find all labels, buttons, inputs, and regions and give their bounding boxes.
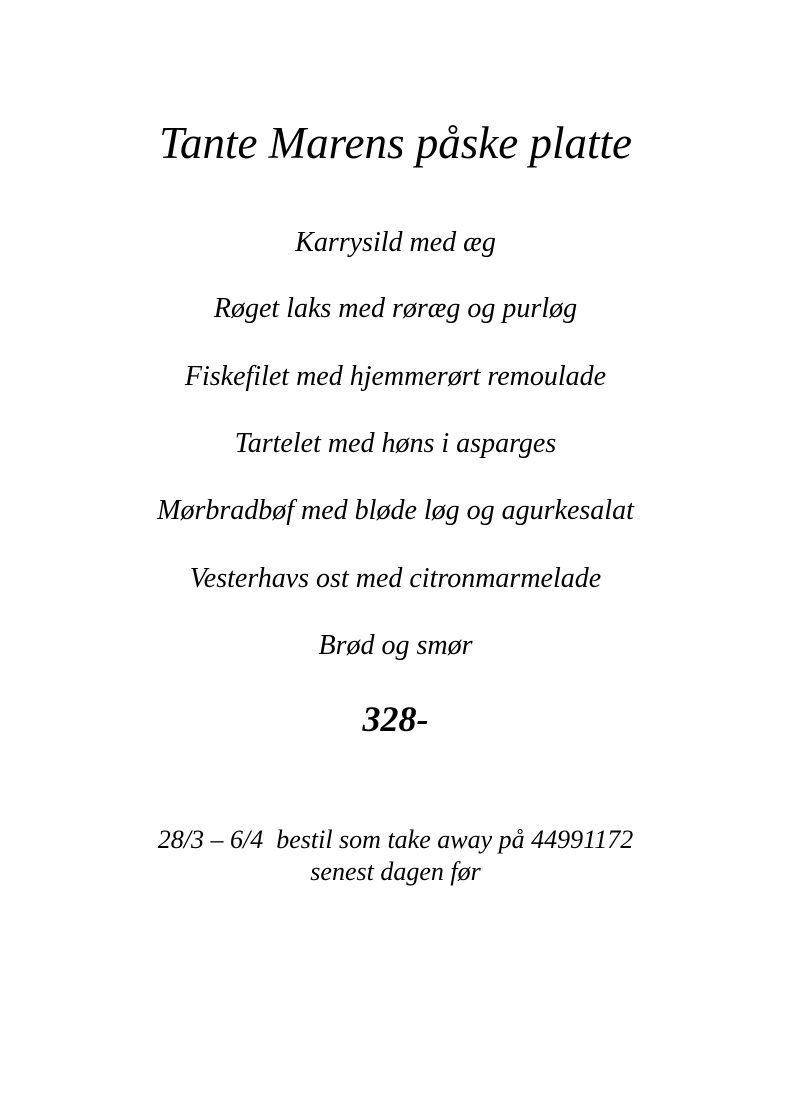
page-title: Tante Marens påske platte: [159, 118, 632, 168]
menu-item-brod-og-smor: Brød og smør: [318, 630, 473, 661]
menu-item-roget-laks: Røget laks med røræg og purløg: [213, 293, 578, 324]
menu-item-fiskefilet: Fiskefilet med hjemmerørt remoulade: [184, 361, 607, 392]
order-info-deadline: senest dagen før: [310, 857, 481, 886]
menu-item-karrysild: Karrysild med æg: [295, 227, 496, 258]
menu-item-morbradbof: Mørbradbøf med bløde løg og agurkesalat: [157, 495, 634, 526]
order-info-dates-phone: 28/3 – 6/4 bestil som take away på 44991172: [157, 825, 634, 854]
menu-item-tartelet: Tartelet med høns i asparges: [234, 428, 557, 459]
price: 328-: [362, 699, 429, 739]
menu-item-vesterhavs-ost: Vesterhavs ost med citronmarmelade: [189, 563, 602, 594]
